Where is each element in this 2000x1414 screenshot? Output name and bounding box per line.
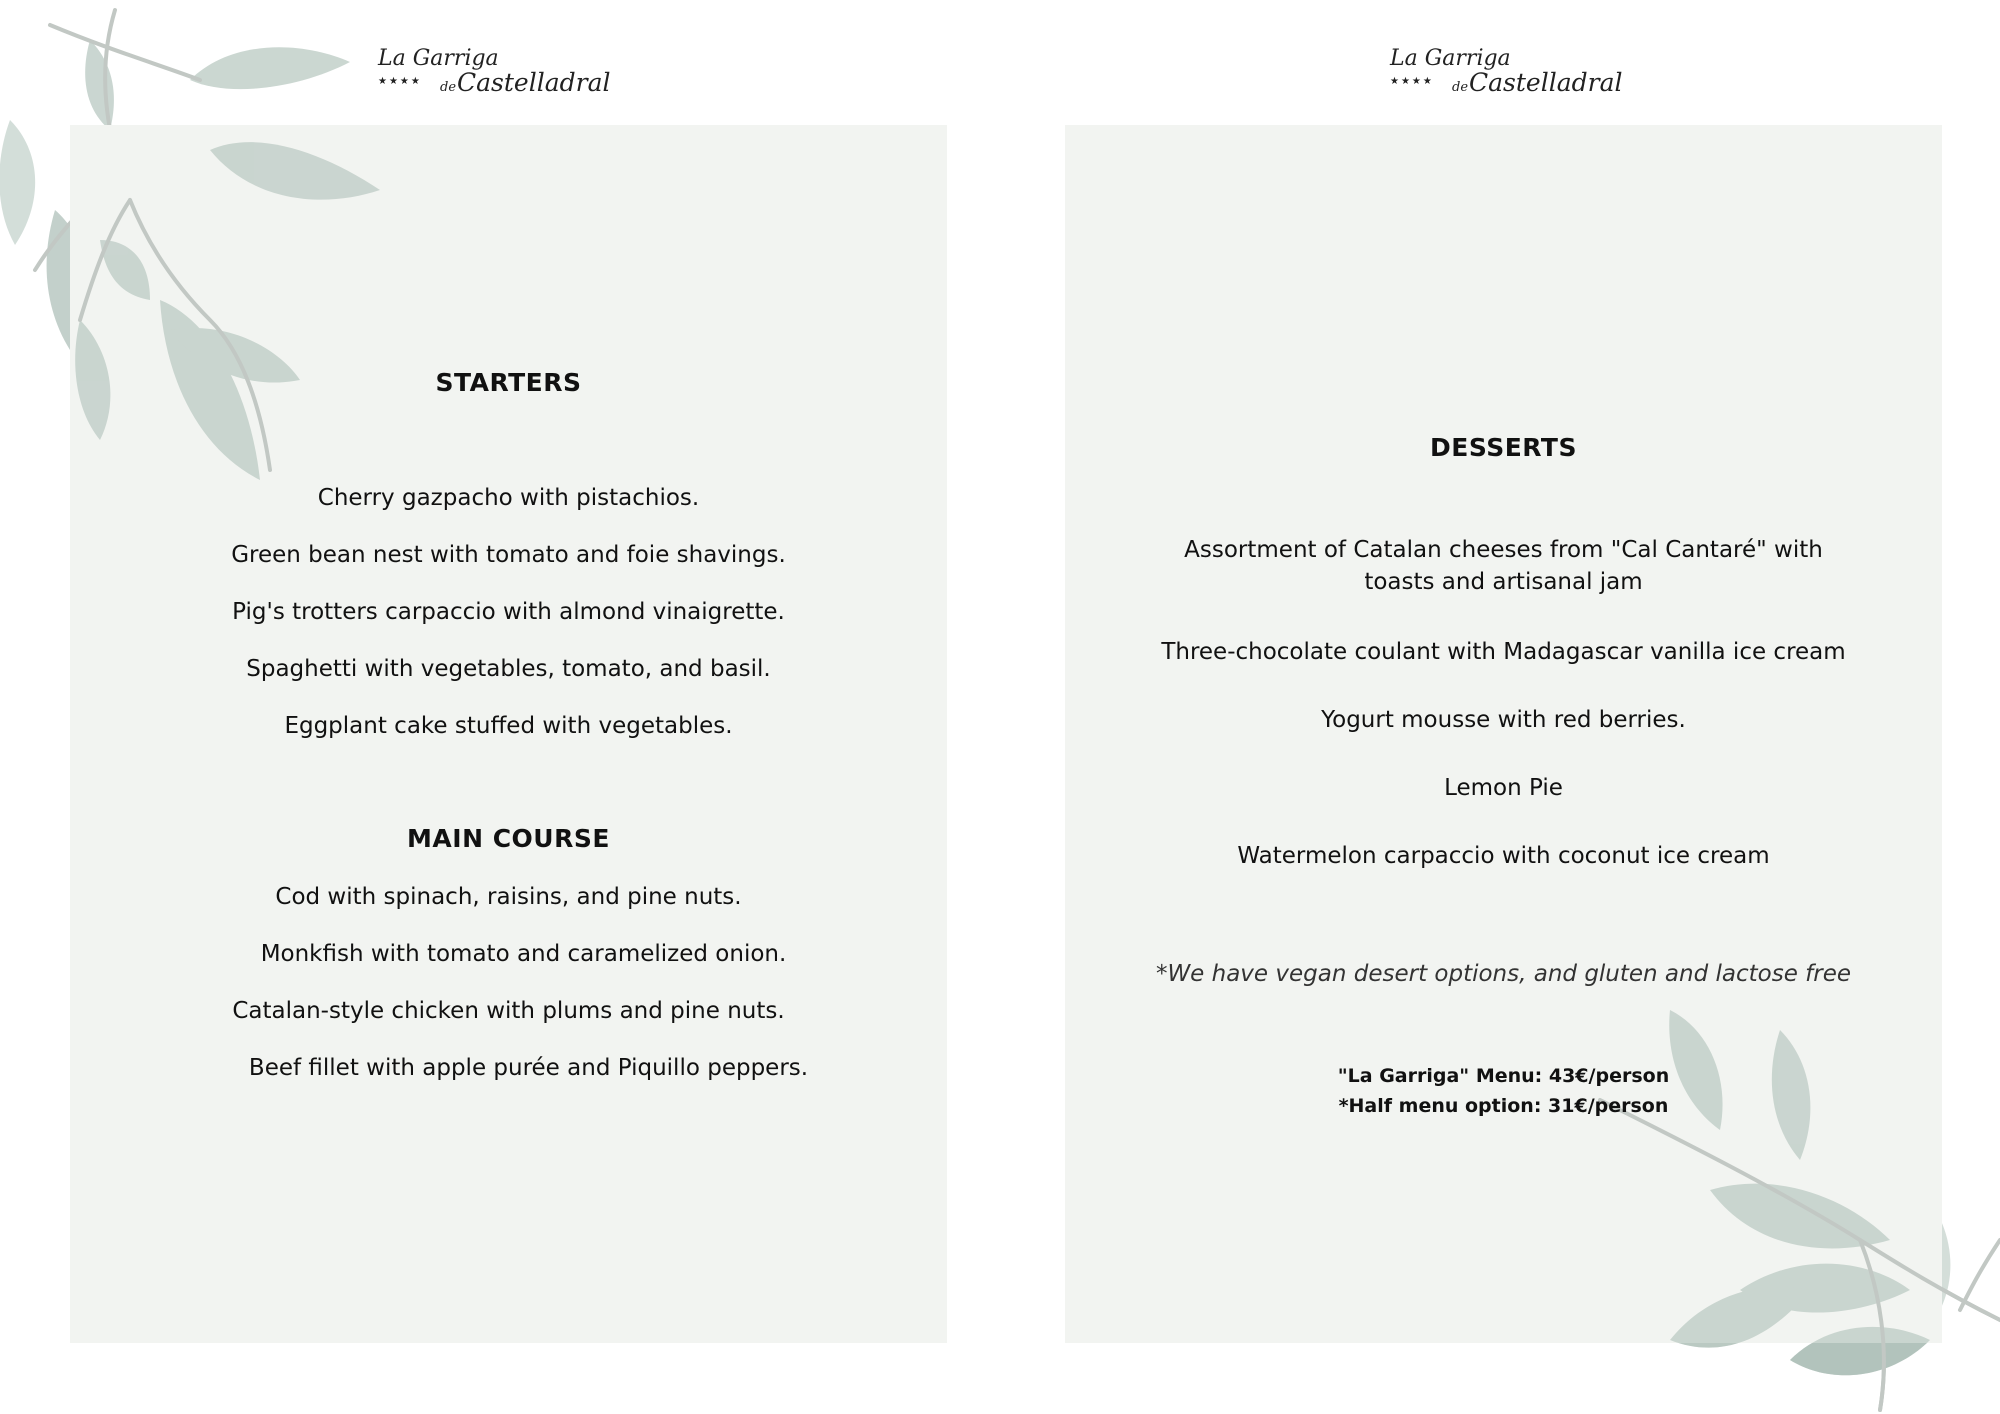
dessert-item: Assortment of Catalan cheeses from "Cal Cantaré" with toasts and artisanal jam: [1184, 537, 1823, 595]
brand-logo-right: [1390, 46, 1630, 116]
logo-line1: La Garriga: [1390, 46, 1511, 71]
main-course-item: Monkfish with tomato and caramelized onion.: [260, 941, 787, 967]
logo-stars: ★★★★: [1390, 76, 1434, 87]
starter-item: Cherry gazpacho with pistachios.: [317, 485, 700, 511]
logo-line2: [1452, 68, 1622, 97]
leaf-overlay-top-left: [0, 0, 400, 520]
logo-line2: [440, 68, 610, 97]
main-course-heading: MAIN COURSE: [407, 824, 610, 853]
menu-price: "La Garriga" Menu: 43€/person: [1337, 1065, 1670, 1087]
logo-stars: ★★★★: [378, 76, 422, 87]
main-course-item: Beef fillet with apple purée and Piquillo peppers.: [248, 1055, 809, 1081]
leaf-overlay-bottom-right: [1560, 990, 2000, 1414]
starter-item: Pig's trotters carpaccio with almond vinaigrette.: [232, 599, 785, 625]
dietary-note: [1065, 961, 1942, 987]
desserts-heading: DESSERTS: [1430, 433, 1577, 462]
main-course-item: Catalan-style chicken with plums and pine nuts.: [232, 998, 785, 1024]
starter-item: Spaghetti with vegetables, tomato, and basil.: [246, 656, 771, 682]
half-menu-price: *Half menu option: 31€/person: [1338, 1095, 1669, 1117]
brand-logo-left: [378, 46, 618, 116]
logo-line2-text: Castelladral: [1469, 68, 1623, 97]
dessert-item: Three-chocolate coulant with Madagascar vanilla ice cream: [1161, 639, 1846, 665]
main-course-item: Cod with spinach, raisins, and pine nuts.: [275, 884, 742, 910]
logo-line1: La Garriga: [378, 46, 499, 71]
logo-line2-text: Castelladral: [457, 68, 611, 97]
starter-item: Eggplant cake stuffed with vegetables.: [284, 713, 733, 739]
logo-prefix: de: [440, 80, 457, 95]
starter-item: Green bean nest with tomato and foie shavings.: [231, 542, 786, 568]
starters-heading: STARTERS: [435, 368, 582, 397]
dessert-item: Lemon Pie: [1444, 775, 1563, 801]
note-text: We have vegan desert options, and gluten and lactose free: [1167, 961, 1852, 987]
note-asterisk: *: [1155, 961, 1168, 987]
dessert-item: Yogurt mousse with red berries.: [1321, 707, 1686, 733]
dessert-item: Watermelon carpaccio with coconut ice cream: [1237, 843, 1770, 869]
logo-prefix: de: [1452, 80, 1469, 95]
